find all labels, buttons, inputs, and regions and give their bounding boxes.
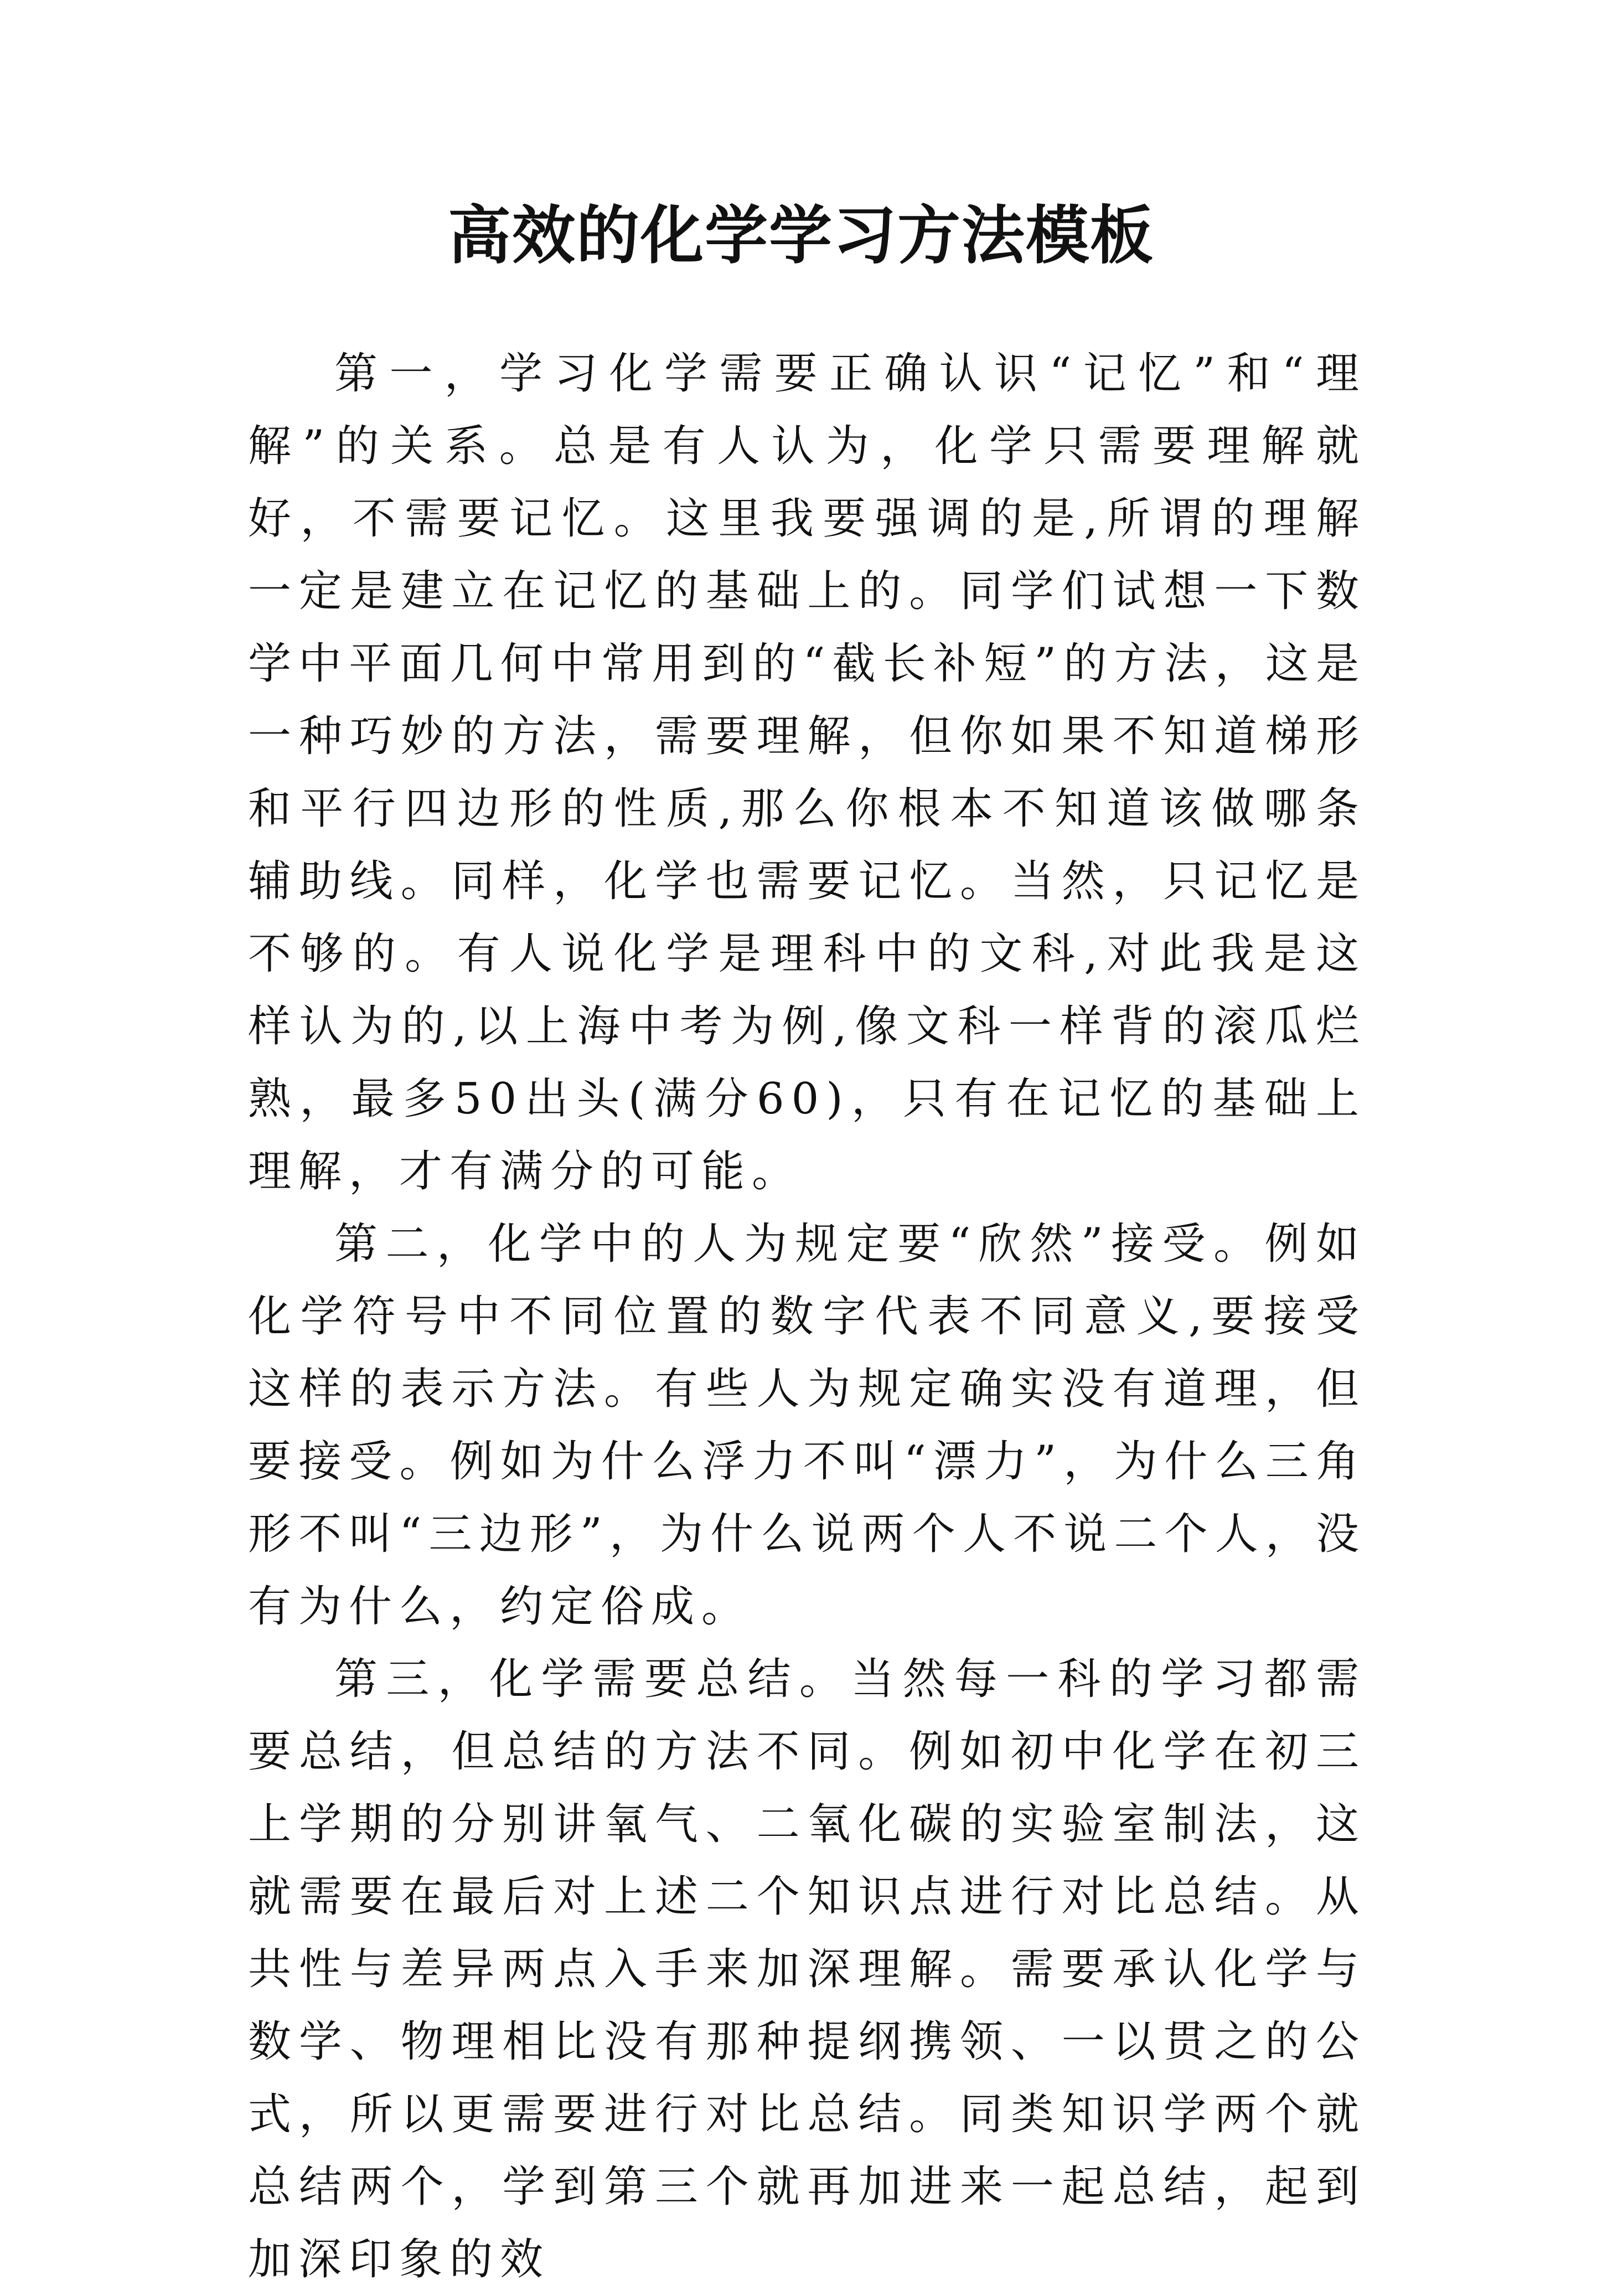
document-body bbox=[248, 338, 1366, 2296]
paragraph-3: 第三，化学需要总结。当然每一科的学习都需要总结，但总结的方法不同。例如初中化学在初三上学期的分别讲氧气、二氧化碳的实验室制法，这就需要在最后对上述二个知识点进行对比总结。从共性与差异两点入手来加深理解。需要承认化学与数学、物理相比没有那种提纲携领、一以贯之的公式，所以更需要进行对比总结。同类知识学两个就总结两个，学到第三个就再加进来一起总结，起到加深印象的效 bbox=[248, 1654, 1366, 2284]
paragraph-1: 第一，学习化学需要正确认识“记忆”和“理解”的关系。总是有人认为，化学只需要理解就好，不需要记忆。这里我要强调的是,所谓的理解一定是建立在记忆的基础上的。同学们试想一下数学中平面几何中常用到的“截长补短”的方法，这是一种巧妙的方法，需要理解，但你如果不知道梯形和平行四边形的性质,那么你根本不知道该做哪条辅助线。同样，化学也需要记忆。当然，只记忆是不够的。有人说化学是理科中的文科,对此我是这样认为的,以上海中考为例,像文科一样背的滚瓜烂熟，最多50出头(满分60)，只有在记忆的基础上理解，才有满分的可能。 bbox=[248, 349, 1366, 1196]
paragraph-2: 第二，化学中的人为规定要“欣然”接受。例如化学符号中不同位置的数字代表不同意义,要接受这样的表示方法。有些人为规定确实没有道理，但要接受。例如为什么浮力不叫“漂力”，为什么三角形不叫“三边形”，为什么说两个人不说二个人，没有为什么，约定俗成。 bbox=[248, 1219, 1366, 1632]
document-title: 高效的化学学习方法模板 bbox=[447, 198, 1154, 272]
